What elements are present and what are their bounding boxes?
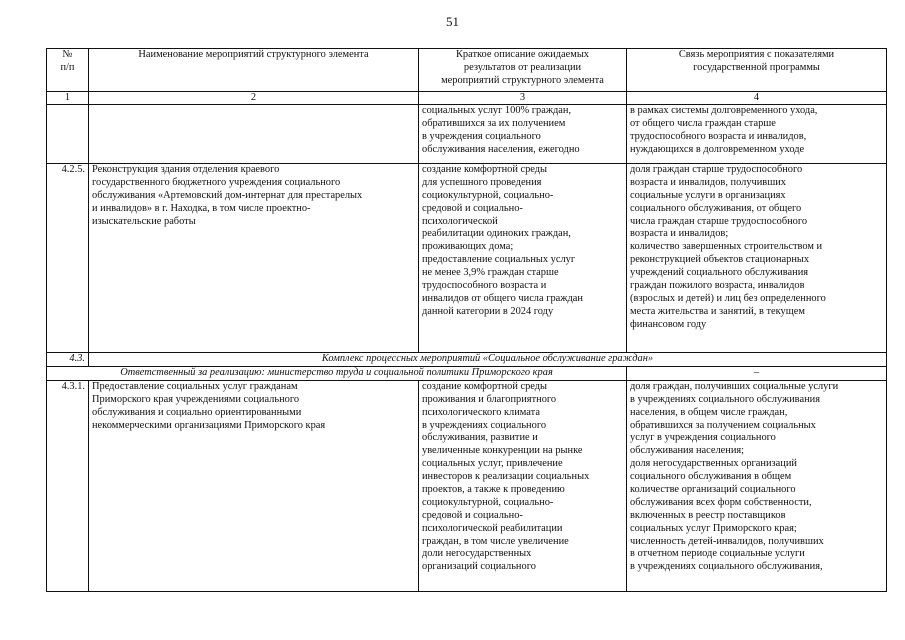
row-name: Реконструкция здания отделения краевого государственного бюджетного учреждения социального обслуживания «Артемовский дом-интернат для престарелых и инвалидов» в г. Находка, в том числе проектно- изыскательские работы	[89, 164, 419, 353]
row-desc: создание комфортной среды для успешного проведения социокультурной, социально- средовой и социально- психологической реабилитации одиноких граждан, проживающих дома; предоставление социальных услуг не менее 3,9% граждан старше трудоспособного возраста и инвалидов от общего числа граждан данной категории в 2024 году	[419, 164, 627, 353]
row-name: Предоставление социальных услуг гражданам Приморского края учреждениями социального обслуживания и социально ориентированными некоммерческими организациями Приморского края	[89, 380, 419, 591]
responsible-dash: –	[627, 367, 887, 381]
section-title: Комплекс процессных мероприятий «Социальное обслуживание граждан»	[89, 353, 887, 367]
section-num: 4.3.	[47, 353, 89, 367]
header-num: № п/п	[47, 49, 89, 92]
col-number-1: 1	[47, 92, 89, 105]
header-name: Наименование мероприятий структурного элемента	[89, 49, 419, 92]
row-desc: социальных услуг 100% граждан, обратившихся за их получением в учреждения социального обслуживания населения, ежегодно	[419, 105, 627, 164]
table-row	[47, 380, 887, 591]
activities-table	[46, 48, 887, 592]
responsible-text: Ответственный за реализацию: министерство труда и социальной политики Приморского края	[47, 367, 627, 381]
page-number: 51	[446, 14, 459, 29]
header-link: Связь мероприятия с показателями государственной программы	[627, 49, 887, 92]
col-number-4: 4	[627, 92, 887, 105]
col-number-3: 3	[419, 92, 627, 105]
column-number-row	[47, 92, 887, 105]
row-link: доля граждан, получивших социальные услуги в учреждениях социального обслуживания населения, в общем числе граждан, обратившихся за получением социальных услуг в учреждения социального обслуживания населения; доля негосударственных организаций социального обслуживания в общем количестве организаций социального обслуживания всех форм собственности, включенных в реестр поставщиков социальных услуг Приморского края; численность детей-инвалидов, получивших в отчетном периоде социальные услуги в учреждениях социального обслуживания,	[627, 380, 887, 591]
row-name	[89, 105, 419, 164]
header-desc: Краткое описание ожидаемых результатов от реализации мероприятий структурного элемента	[419, 49, 627, 92]
col-number-2: 2	[89, 92, 419, 105]
table-header-row	[47, 49, 887, 92]
responsible-row	[47, 367, 887, 381]
row-desc: создание комфортной среды проживания и благоприятного психологического климата в учреждениях социального обслуживания, развитие и увеличенные конкуренции на рынке социальных услуг, привлечение инвесторов к реализации социальных проектов, а также к проведению социокультурной, социально- средовой и социально- психологической реабилитации граждан, в том числе увеличение доли негосударственных организаций социального	[419, 380, 627, 591]
row-num: 4.2.5.	[47, 164, 89, 353]
row-num: 4.3.1.	[47, 380, 89, 591]
table-row	[47, 105, 887, 164]
section-row	[47, 353, 887, 367]
row-link: доля граждан старше трудоспособного возраста и инвалидов, получивших социальные услуги в организациях социального обслуживания, от общего числа граждан старше трудоспособного возраста и инвалидов; количество завершенных строительством и реконструкцией объектов стационарных учреждений социального обслуживания граждан пожилого возраста, инвалидов (взрослых и детей) и лиц без определенного места жительства и занятий, в текущем финансовом году	[627, 164, 887, 353]
row-num	[47, 105, 89, 164]
row-link: в рамках системы долговременного ухода, от общего числа граждан старше трудоспособного возраста и инвалидов, нуждающихся в долговременном уходе	[627, 105, 887, 164]
table-row	[47, 164, 887, 353]
